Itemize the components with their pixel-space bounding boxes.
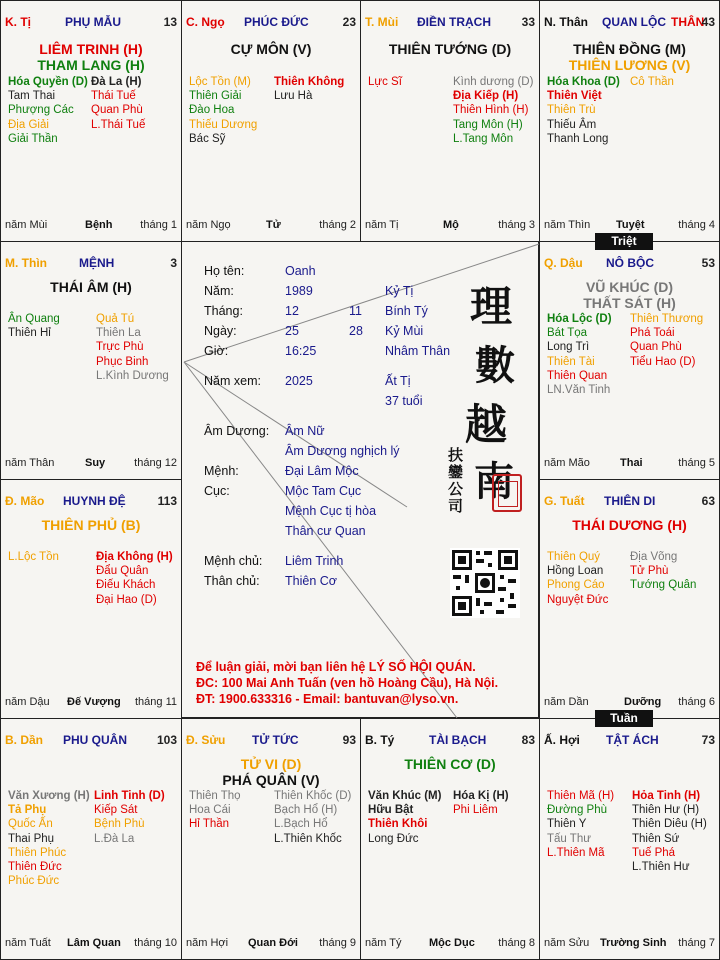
palace-footer xyxy=(544,219,715,233)
minor-star: Thiên Y xyxy=(547,818,587,831)
main-star: THIÊN TƯỚNG (D) xyxy=(388,41,512,57)
minor-star: Tấu Thư xyxy=(547,832,591,845)
palace-footer xyxy=(5,457,177,471)
branch-code: T. Mùi xyxy=(365,15,399,29)
minor-star: Thiên Khốc (D) xyxy=(274,790,352,802)
minor-stars-left xyxy=(189,789,241,832)
palace-header xyxy=(365,15,535,29)
minor-stars-left xyxy=(8,789,90,888)
contact-address: ĐC: 100 Mai Anh Tuấn (ven hồ Hoàng Cầu), Hà Nội. xyxy=(196,676,499,690)
palace-number: 33 xyxy=(521,15,535,29)
minor-star: L.Thiên Mã xyxy=(547,846,605,859)
minor-star: Thái Tuế xyxy=(91,90,136,103)
minor-star: Thiên Thương xyxy=(630,313,704,325)
minor-stars-left xyxy=(8,312,60,340)
qr-code xyxy=(450,548,520,618)
minor-star: Thanh Long xyxy=(547,132,609,145)
footer-year: năm Thìn xyxy=(544,219,591,231)
footer-month: tháng 8 xyxy=(498,937,535,949)
minor-star: Thiên Việt xyxy=(547,90,602,103)
value-menh: Đại Lâm Mộc xyxy=(285,464,359,478)
footer-year: năm Tị xyxy=(365,219,399,231)
value-ngay-can: Kỷ Mùi xyxy=(385,324,424,338)
palace-name: PHU QUÂN xyxy=(63,733,128,747)
footer-month: tháng 7 xyxy=(678,937,715,949)
value-nam-xem-can: Ất Tị xyxy=(385,374,411,388)
life-phase: Thai xyxy=(620,457,643,469)
minor-star: Lực Sĩ xyxy=(368,76,402,88)
palace-dau xyxy=(539,241,720,480)
minor-star: Văn Xương (H) xyxy=(8,790,90,802)
palace-footer xyxy=(544,937,715,951)
palace-than xyxy=(539,0,720,242)
value-ngay: 25 xyxy=(285,324,299,338)
value-gio: 16:25 xyxy=(285,344,317,358)
footer-year: năm Sửu xyxy=(544,937,590,949)
minor-star: Thiên Diêu (H) xyxy=(632,818,707,831)
palace-footer xyxy=(186,219,356,233)
minor-star: Linh Tinh (D) xyxy=(94,790,165,802)
minor-stars-right xyxy=(96,550,173,607)
life-phase: Đế Vượng xyxy=(67,696,121,708)
minor-star: L.Thái Tuế xyxy=(91,118,146,131)
minor-star: Địa Không (H) xyxy=(96,551,173,563)
minor-star: Thiếu Dương xyxy=(189,118,258,131)
minor-star: Long Trì xyxy=(547,341,590,354)
minor-star: L.Bạch Hổ xyxy=(274,818,328,831)
palace-footer xyxy=(5,696,177,710)
life-phase: Tử xyxy=(266,219,281,231)
red-seal-stamp xyxy=(492,474,522,512)
minor-star: Thiên La xyxy=(96,327,141,340)
branch-code: B. Dần xyxy=(5,733,44,747)
palace-header xyxy=(544,256,715,270)
minor-star: Phong Cáo xyxy=(547,579,605,592)
minor-star: Đà La (H) xyxy=(91,76,142,88)
minor-star: Hữu Bật xyxy=(368,804,414,817)
main-star: VŨ KHÚC (D) xyxy=(585,279,674,295)
minor-star: Hóa Khoa (D) xyxy=(547,76,620,88)
minor-star: Tử Phù xyxy=(630,565,669,578)
value-cuc-3: Thân cư Quan xyxy=(285,524,366,538)
footer-month: tháng 6 xyxy=(678,696,715,708)
palace-number: 113 xyxy=(157,494,177,508)
life-phase: Bệnh xyxy=(85,219,113,231)
tuan-marker: Tuần xyxy=(595,710,653,727)
palace-number: 103 xyxy=(156,733,177,747)
triet-marker: Triệt xyxy=(595,233,653,250)
branch-code: N. Thân xyxy=(544,15,588,29)
branch-code: Ấ. Hợi xyxy=(544,733,580,747)
value-thang: 12 xyxy=(285,304,299,318)
minor-star: Tiểu Hao (D) xyxy=(630,355,696,368)
minor-star: L.Thiên Hư xyxy=(632,861,690,874)
label-menh: Mệnh: xyxy=(204,464,239,478)
minor-star: Văn Khúc (M) xyxy=(368,790,442,802)
minor-stars-right xyxy=(453,789,509,817)
palace-footer xyxy=(544,696,715,710)
minor-star: Ân Quang xyxy=(8,313,60,325)
palace-tuat xyxy=(539,479,720,719)
main-star: THẤT SÁT (H) xyxy=(583,295,676,311)
footer-year: năm Tuất xyxy=(5,937,51,949)
branch-code: Q. Dậu xyxy=(544,256,583,270)
minor-star: Quan Phù xyxy=(91,104,143,117)
minor-stars-right xyxy=(630,312,703,369)
value-am-duong: Âm Nữ xyxy=(285,424,325,438)
palace-hoi xyxy=(539,718,720,960)
calligraphy-char-3: 越 xyxy=(465,400,508,449)
palace-header xyxy=(186,733,356,747)
minor-star: Thiên Giải xyxy=(189,90,242,103)
value-tuoi: 37 tuổi xyxy=(385,394,423,408)
minor-stars-right xyxy=(630,550,696,593)
minor-star: Thiên Sứ xyxy=(632,832,680,845)
palace-header xyxy=(5,256,177,270)
footer-month: tháng 2 xyxy=(319,219,356,231)
minor-stars-left xyxy=(189,75,257,146)
palace-mui xyxy=(360,0,540,242)
minor-star: Hỏa Tinh (H) xyxy=(632,790,701,802)
minor-star: Hoa Cái xyxy=(189,804,231,817)
minor-star: Thiên Không xyxy=(274,76,345,88)
minor-star: L.Lộc Tồn xyxy=(8,551,59,563)
value-gio-can: Nhâm Thân xyxy=(385,344,451,358)
palace-name: PHÚC ĐỨC xyxy=(244,15,309,29)
main-star: THIÊN ĐỒNG (M) xyxy=(573,41,686,57)
minor-stars-right xyxy=(274,789,351,846)
palace-name: TẬT ÁCH xyxy=(606,733,659,747)
minor-stars-left xyxy=(547,789,614,860)
minor-star: Thai Phụ xyxy=(8,832,55,845)
palace-name: NÔ BỘC xyxy=(606,256,654,270)
palace-footer xyxy=(544,457,715,471)
minor-stars-right xyxy=(630,75,674,89)
minor-stars-left xyxy=(547,312,612,397)
contact-phone-email: ĐT: 1900.633316 - Email: bantuvan@lyso.vn. xyxy=(196,692,459,706)
palace-header xyxy=(5,494,177,508)
minor-star: L.Tang Môn xyxy=(453,132,514,145)
calligraphy-char-4: 南 xyxy=(474,458,514,505)
footer-year: năm Tý xyxy=(365,937,402,949)
footer-year: năm Dần xyxy=(544,696,589,708)
palace-ti xyxy=(0,0,182,242)
minor-stars-right xyxy=(96,312,169,383)
minor-star: LN.Văn Tinh xyxy=(547,384,611,397)
label-cuc: Cục: xyxy=(204,484,230,498)
minor-star: Thiên Trù xyxy=(547,104,596,117)
label-menh-chu: Mệnh chủ: xyxy=(204,554,263,568)
label-ngay: Ngày: xyxy=(204,324,237,338)
minor-star: L.Đà La xyxy=(94,832,135,845)
minor-star: Bệnh Phù xyxy=(94,818,145,831)
palace-name: TÀI BẠCH xyxy=(429,733,487,747)
minor-star: Địa Võng xyxy=(630,551,678,563)
main-star: PHÁ QUÂN (V) xyxy=(222,772,320,788)
footer-month: tháng 1 xyxy=(140,219,177,231)
minor-star: Kình dương (D) xyxy=(453,76,534,88)
minor-star: Thiên Quan xyxy=(547,369,608,382)
life-phase: Trường Sinh xyxy=(600,937,667,949)
minor-star: Thiên Khôi xyxy=(368,818,428,831)
minor-star: Địa Kiếp (H) xyxy=(453,90,519,103)
value-nam-xem: 2025 xyxy=(285,374,313,388)
value-cuc: Mộc Tam Cục xyxy=(285,484,362,498)
minor-star: Tang Môn (H) xyxy=(453,118,523,131)
life-phase: Quan Đới xyxy=(248,937,298,949)
label-gio: Giờ: xyxy=(204,344,229,358)
minor-star: Thiên Đức xyxy=(8,861,62,874)
minor-star: Tướng Quân xyxy=(630,579,697,592)
minor-star: Cô Thần xyxy=(630,76,674,88)
life-phase: Mộc Dục xyxy=(429,937,475,949)
palace-number: 3 xyxy=(170,256,177,270)
minor-star: Bác Sỹ xyxy=(189,132,226,145)
label-than-chu: Thân chủ: xyxy=(204,574,260,588)
palace-number: 83 xyxy=(521,733,535,747)
value-cuc-2: Mệnh Cục tị hòa xyxy=(285,504,377,518)
minor-star: Thiên Hỉ xyxy=(8,327,51,340)
minor-star: Đào Hoa xyxy=(189,104,235,117)
palace-footer xyxy=(186,937,356,951)
palace-number: 13 xyxy=(163,15,177,29)
footer-month: tháng 9 xyxy=(319,937,356,949)
value-than-chu: Thiên Cơ xyxy=(285,574,337,588)
footer-month: tháng 5 xyxy=(678,457,715,469)
footer-month: tháng 12 xyxy=(134,457,177,469)
palace-dan xyxy=(0,718,182,960)
footer-year: năm Hợi xyxy=(186,937,229,949)
branch-code: Đ. Sửu xyxy=(186,733,226,747)
minor-star: Hóa Kị (H) xyxy=(453,790,509,802)
palace-header xyxy=(5,15,177,29)
minor-stars-left xyxy=(368,789,441,846)
palace-name: ĐIỀN TRẠCH xyxy=(417,15,491,29)
minor-star: Đường Phù xyxy=(547,804,607,817)
main-star: THAM LANG (H) xyxy=(37,57,145,73)
minor-stars-right xyxy=(94,789,165,846)
label-am-duong: Âm Dương: xyxy=(204,424,270,438)
center-info-panel xyxy=(181,241,539,718)
minor-star: Long Đức xyxy=(368,832,419,845)
life-phase: Tuyệt xyxy=(616,219,645,231)
palace-number: 63 xyxy=(701,494,715,508)
minor-star: Thiếu Âm xyxy=(547,118,597,131)
footer-year: năm Mão xyxy=(544,457,590,469)
palace-ngo xyxy=(181,0,361,242)
footer-month: tháng 11 xyxy=(134,696,177,708)
main-star: LIÊM TRINH (H) xyxy=(39,41,143,57)
main-star: THÁI ÂM (H) xyxy=(50,279,132,295)
palace-name: MỆNH xyxy=(79,256,115,270)
minor-star: Hỉ Thần xyxy=(189,818,230,831)
main-star: THÁI DƯƠNG (H) xyxy=(572,517,687,533)
label-nam: Năm: xyxy=(204,284,234,298)
minor-star: Thiên Hư (H) xyxy=(632,804,700,817)
palace-number: 53 xyxy=(701,256,715,270)
palace-footer xyxy=(365,937,535,951)
contact-line-1: Để luận giải, mời bạn liên hệ LÝ SỐ HỘI QUÁN. xyxy=(196,660,476,674)
palace-number: 43 xyxy=(701,15,715,29)
footer-month: tháng 10 xyxy=(134,937,177,949)
minor-star: Nguyệt Đức xyxy=(547,593,609,606)
branch-code: M. Thìn xyxy=(5,256,47,270)
minor-star: Thiên Mã (H) xyxy=(547,790,615,802)
minor-star: Lộc Tồn (M) xyxy=(189,76,251,88)
palace-header xyxy=(544,494,715,508)
palace-name: QUAN LỘC xyxy=(602,15,666,29)
minor-star: Phi Liêm xyxy=(453,804,498,817)
palace-name: PHỤ MẪU xyxy=(65,15,121,29)
minor-star: Giải Thần xyxy=(8,132,58,145)
life-phase: Mộ xyxy=(443,219,459,231)
main-star: TỬ VI (D) xyxy=(240,756,302,772)
minor-star: Tuế Phá xyxy=(632,846,676,859)
palace-number: 73 xyxy=(701,733,715,747)
main-star: THIÊN PHỦ (B) xyxy=(41,517,141,533)
palace-name: TỬ TỨC xyxy=(252,733,299,747)
palace-ty xyxy=(360,718,540,960)
minor-star: Phục Binh xyxy=(96,355,149,368)
footer-year: năm Dậu xyxy=(5,696,50,708)
minor-star: Thiên Tài xyxy=(547,355,595,368)
minor-stars-right xyxy=(453,75,533,146)
minor-stars-left xyxy=(8,550,59,564)
palace-number: 93 xyxy=(342,733,356,747)
minor-stars-right xyxy=(632,789,707,874)
main-star: CỰ MÔN (V) xyxy=(230,41,312,57)
main-star: THIÊN CƠ (D) xyxy=(404,756,496,772)
minor-star: Tả Phụ xyxy=(8,804,47,817)
minor-star: Phượng Các xyxy=(8,104,74,117)
palace-thin xyxy=(0,241,182,480)
minor-stars-right xyxy=(274,75,344,103)
branch-code: C. Ngọ xyxy=(186,15,225,29)
label-ho-ten: Họ tên: xyxy=(204,264,245,278)
minor-star: L.Kình Dương xyxy=(96,369,169,382)
minor-star: Bát Tọa xyxy=(547,327,588,340)
life-phase: Suy xyxy=(85,457,106,469)
minor-stars-left xyxy=(8,75,88,146)
value-thang-am: 11 xyxy=(349,304,362,318)
footer-year: năm Mùi xyxy=(5,219,48,231)
minor-star: Thiên Hình (H) xyxy=(453,104,529,117)
calligraphy-char-2: 數 xyxy=(475,342,515,389)
palace-footer xyxy=(5,937,177,951)
palace-suu xyxy=(181,718,361,960)
branch-code: G. Tuất xyxy=(544,494,585,508)
minor-star: Quốc Ấn xyxy=(8,818,53,831)
minor-stars-left xyxy=(547,75,620,146)
palace-name: HUYNH ĐỆ xyxy=(63,494,126,508)
footer-month: tháng 4 xyxy=(678,219,715,231)
footer-year: năm Ngọ xyxy=(186,219,231,231)
palace-header xyxy=(544,15,715,29)
minor-star: Điếu Khách xyxy=(96,579,156,592)
minor-star: Phá Toái xyxy=(630,327,675,340)
minor-star: Quả Tú xyxy=(96,313,135,325)
minor-stars-left xyxy=(547,550,608,607)
palace-header xyxy=(5,733,177,747)
minor-star: Kiếp Sát xyxy=(94,804,138,817)
minor-star: Bạch Hổ (H) xyxy=(274,804,338,817)
value-ngay-am: 28 xyxy=(349,324,363,338)
value-nam-can: Kỷ Tị xyxy=(385,284,414,298)
calligraphy-small-seal: 扶鑾公司 xyxy=(448,446,464,515)
main-star: THIÊN LƯƠNG (V) xyxy=(568,57,691,73)
minor-stars-left xyxy=(368,75,402,89)
palace-mao xyxy=(0,479,182,719)
minor-star: Thiên Phúc xyxy=(8,846,67,859)
minor-star: Đẩu Quân xyxy=(96,565,149,578)
footer-month: tháng 3 xyxy=(498,219,535,231)
footer-year: năm Thân xyxy=(5,457,55,469)
minor-star: Thiên Thọ xyxy=(189,790,241,802)
palace-number: 23 xyxy=(342,15,356,29)
minor-stars-right xyxy=(91,75,145,132)
minor-star: Thiên Quý xyxy=(547,551,601,563)
minor-star: Địa Giải xyxy=(8,118,49,131)
life-phase: Dưỡng xyxy=(624,696,662,708)
label-thang: Tháng: xyxy=(204,304,243,318)
value-menh-chu: Liêm Trinh xyxy=(285,554,344,568)
label-nam-xem: Năm xem: xyxy=(204,374,261,388)
minor-star: Hóa Lộc (D) xyxy=(547,313,612,325)
calligraphy-char-1: 理 xyxy=(470,282,513,331)
palace-header xyxy=(365,733,535,747)
minor-star: Trực Phù xyxy=(96,341,144,354)
value-ho-ten: Oanh xyxy=(285,264,316,278)
minor-star: Quan Phù xyxy=(630,341,682,354)
life-phase: Lâm Quan xyxy=(67,937,121,949)
palace-footer xyxy=(365,219,535,233)
minor-star: Tam Thai xyxy=(8,90,56,103)
branch-code: Đ. Mão xyxy=(5,494,45,508)
palace-header xyxy=(186,15,356,29)
minor-star: Hóa Quyền (D) xyxy=(8,76,88,88)
branch-code: K. Tị xyxy=(5,15,31,29)
than-marker: THÂN xyxy=(671,15,705,29)
minor-star: L.Thiên Khốc xyxy=(274,832,342,845)
palace-footer xyxy=(5,219,177,233)
minor-star: Đại Hao (D) xyxy=(96,593,157,606)
minor-star: Lưu Hà xyxy=(274,90,313,103)
branch-code: B. Tý xyxy=(365,733,395,747)
minor-star: Phúc Đức xyxy=(8,875,60,888)
value-thang-can: Bính Tý xyxy=(385,304,428,318)
palace-name: THIÊN DI xyxy=(604,494,656,508)
value-am-duong-2: Âm Dương nghịch lý xyxy=(285,444,400,458)
palace-header xyxy=(544,733,715,747)
minor-star: Hồng Loan xyxy=(547,565,604,578)
value-nam: 1989 xyxy=(285,284,313,298)
